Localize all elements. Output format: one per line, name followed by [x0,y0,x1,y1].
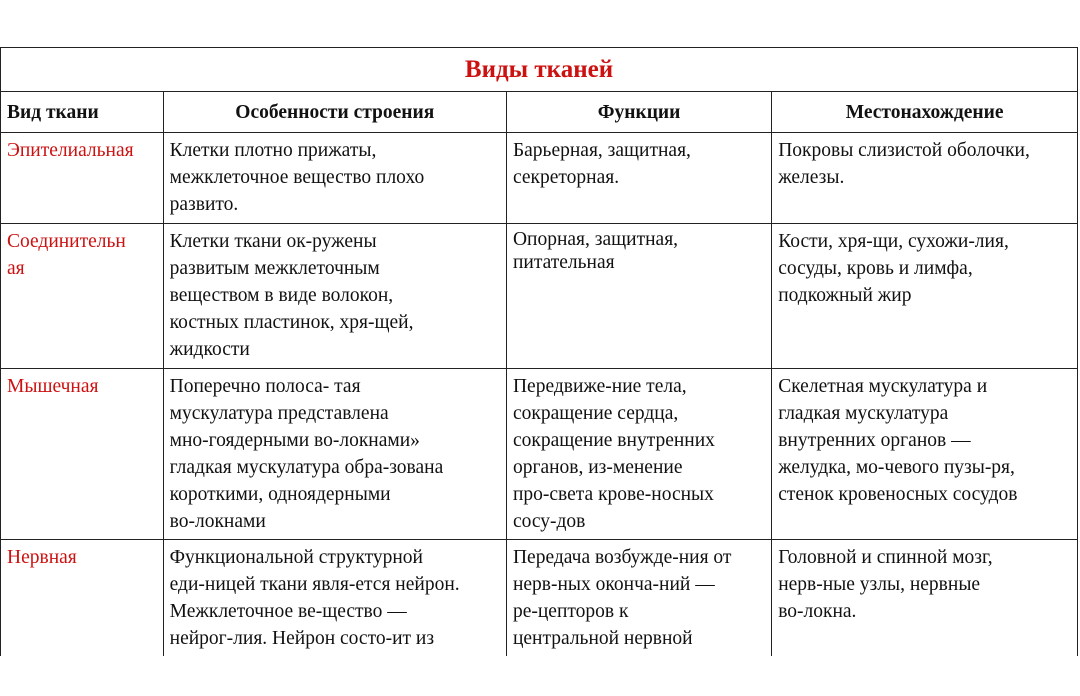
table-row [1,369,1077,540]
row-structure: Клетки плотно прижаты, межклеточное вещество плохо развито. [163,133,506,224]
row-functions: Передача возбужде-ния от нерв-ных оконча-ний — ре-цепторов к центральной нервной [506,540,771,657]
tissue-types-table [1,92,1077,656]
header-structure: Особенности строения [163,92,506,133]
header-row [1,92,1077,133]
row-location: Головной и спинной мозг, нерв-ные узлы, нервные во-локна. [772,540,1077,657]
row-structure: Поперечно полоса- тая мускулатура представлена мно-гоядерными во-локнами» гладкая мускулатура обра-зована короткими, одноядерными во-локнами [163,369,506,540]
table-row [1,133,1077,224]
row-tissue-name: Эпителиальная [1,133,163,224]
row-location: Кости, хря-щи, сухожи-лия, сосуды, кровь и лимфа, подкожный жир [772,224,1077,369]
header-tissue-type: Вид ткани [1,92,163,133]
header-location: Местонахождение [772,92,1077,133]
row-tissue-name: Нервная [1,540,163,657]
row-structure: Функциональной структурной еди-ницей ткани явля-ется нейрон. Межклеточное ве-щество — нейрог-лия. Нейрон состо-ит из [163,540,506,657]
table-title: Виды тканей [1,48,1077,92]
row-functions: Передвиже-ние тела, сокращение сердца, сокращение внутренних органов, из-менение про-света крове-носных сосу-дов [506,369,771,540]
row-location: Покровы слизистой оболочки, железы. [772,133,1077,224]
tissue-types-document [0,47,1078,656]
row-structure: Клетки ткани ок-ружены развитым межклеточным веществом в виде волокон, костных пластинок, хря-щей, жидкости [163,224,506,369]
row-functions: Опорная, защитная, питательная [506,224,771,369]
row-location: Скелетная мускулатура и гладкая мускулатура внутренних органов — желудка, мо-чевого пузы-ря, стенок кровеносных сосудов [772,369,1077,540]
table-row [1,540,1077,657]
row-functions: Барьерная, защитная, секреторная. [506,133,771,224]
row-tissue-name: Соединительн ая [1,224,163,369]
table-row [1,224,1077,369]
header-functions: Функции [506,92,771,133]
row-tissue-name: Мышечная [1,369,163,540]
